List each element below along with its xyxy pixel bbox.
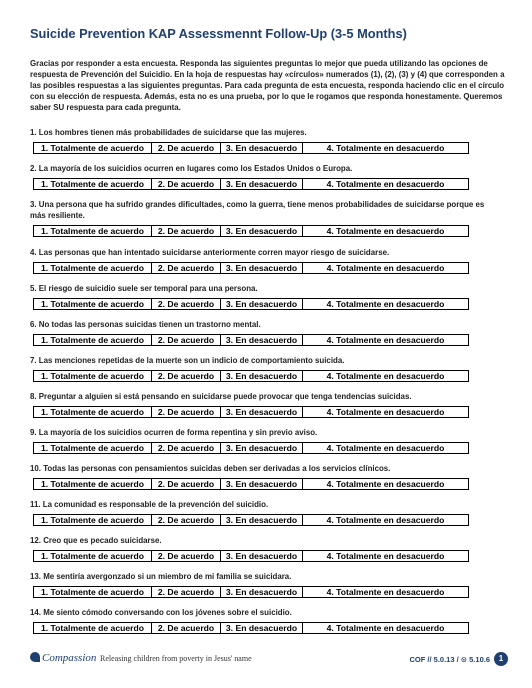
option-strongly-agree[interactable]: 1. Totalmente de acuerdo	[34, 335, 152, 345]
option-strongly-agree[interactable]: 1. Totalmente de acuerdo	[34, 407, 152, 417]
document-code: COF // 5.0.13 / ⊙ 5.10.6	[409, 655, 490, 664]
question-text: 8. Preguntar a alguien si está pensando en suicidarse puede provocar que tenga tendencias suicidas.	[30, 392, 412, 401]
question-11	[30, 497, 506, 533]
option-strongly-disagree[interactable]: 4. Totalmente en desacuerdo	[326, 299, 445, 309]
answer-options	[33, 586, 469, 598]
option-strongly-disagree[interactable]: 4. Totalmente en desacuerdo	[326, 143, 445, 153]
answer-options	[33, 514, 469, 526]
question-list	[30, 125, 506, 641]
option-strongly-disagree[interactable]: 4. Totalmente en desacuerdo	[326, 551, 445, 561]
option-agree[interactable]: 2. De acuerdo	[152, 623, 221, 633]
question-text: 5. El riesgo de suicidio suele ser temporal para una persona.	[30, 284, 258, 293]
question-text: 12. Creo que es pecado suicidarse.	[30, 536, 162, 545]
question-1	[30, 125, 506, 161]
option-strongly-disagree[interactable]: 4. Totalmente en desacuerdo	[326, 179, 445, 189]
option-strongly-agree[interactable]: 1. Totalmente de acuerdo	[34, 299, 152, 309]
option-strongly-agree[interactable]: 1. Totalmente de acuerdo	[34, 443, 152, 453]
option-agree[interactable]: 2. De acuerdo	[152, 371, 221, 381]
answer-options	[33, 550, 469, 562]
option-strongly-agree[interactable]: 1. Totalmente de acuerdo	[34, 515, 152, 525]
page-title: Suicide Prevention KAP Assessmennt Follow-Up (3-5 Months)	[30, 26, 407, 41]
option-strongly-agree[interactable]: 1. Totalmente de acuerdo	[34, 587, 152, 597]
option-strongly-agree[interactable]: 1. Totalmente de acuerdo	[34, 551, 152, 561]
question-text: 2. La mayoría de los suicidios ocurren en lugares como los Estados Unidos o Europa.	[30, 164, 353, 173]
question-8	[30, 389, 506, 425]
option-strongly-agree[interactable]: 1. Totalmente de acuerdo	[34, 623, 152, 633]
question-4	[30, 245, 506, 281]
option-agree[interactable]: 2. De acuerdo	[152, 587, 221, 597]
answer-options	[33, 370, 469, 382]
option-strongly-disagree[interactable]: 4. Totalmente en desacuerdo	[326, 623, 445, 633]
option-agree[interactable]: 2. De acuerdo	[152, 263, 221, 273]
option-strongly-disagree[interactable]: 4. Totalmente en desacuerdo	[326, 479, 445, 489]
option-agree[interactable]: 2. De acuerdo	[152, 551, 221, 561]
option-disagree[interactable]: 3. En desacuerdo	[221, 226, 303, 236]
question-2	[30, 161, 506, 197]
question-text: 13. Me sentiría avergonzado si un miembro de mi familia se suicidara.	[30, 572, 292, 581]
option-disagree[interactable]: 3. En desacuerdo	[221, 551, 303, 561]
answer-options	[33, 178, 469, 190]
option-disagree[interactable]: 3. En desacuerdo	[221, 299, 303, 309]
option-agree[interactable]: 2. De acuerdo	[152, 143, 221, 153]
answer-options	[33, 142, 469, 154]
option-agree[interactable]: 2. De acuerdo	[152, 226, 221, 236]
question-5	[30, 281, 506, 317]
question-text: 11. La comunidad es responsable de la prevención del suicidio.	[30, 500, 269, 509]
option-strongly-disagree[interactable]: 4. Totalmente en desacuerdo	[326, 371, 445, 381]
answer-options	[33, 334, 469, 346]
option-disagree[interactable]: 3. En desacuerdo	[221, 479, 303, 489]
question-text: 6. No todas las personas suicidas tienen un trastorno mental.	[30, 320, 261, 329]
question-6	[30, 317, 506, 353]
option-disagree[interactable]: 3. En desacuerdo	[221, 335, 303, 345]
question-text: 10. Todas las personas con pensamientos suicidas deben ser derivadas a los servicios clínicos.	[30, 464, 391, 473]
option-strongly-disagree[interactable]: 4. Totalmente en desacuerdo	[326, 515, 445, 525]
page-number-badge: 1	[494, 652, 508, 666]
question-text: 1. Los hombres tienen más probabilidades de suicidarse que las mujeres.	[30, 128, 307, 137]
option-disagree[interactable]: 3. En desacuerdo	[221, 515, 303, 525]
option-disagree[interactable]: 3. En desacuerdo	[221, 263, 303, 273]
option-strongly-disagree[interactable]: 4. Totalmente en desacuerdo	[326, 226, 445, 236]
instructions	[30, 58, 506, 113]
option-agree[interactable]: 2. De acuerdo	[152, 179, 221, 189]
option-strongly-disagree[interactable]: 4. Totalmente en desacuerdo	[326, 587, 445, 597]
option-agree[interactable]: 2. De acuerdo	[152, 515, 221, 525]
option-disagree[interactable]: 3. En desacuerdo	[221, 587, 303, 597]
question-14	[30, 605, 506, 641]
answer-options	[33, 622, 469, 634]
option-agree[interactable]: 2. De acuerdo	[152, 299, 221, 309]
option-agree[interactable]: 2. De acuerdo	[152, 479, 221, 489]
option-agree[interactable]: 2. De acuerdo	[152, 407, 221, 417]
option-disagree[interactable]: 3. En desacuerdo	[221, 143, 303, 153]
question-13	[30, 569, 506, 605]
option-strongly-agree[interactable]: 1. Totalmente de acuerdo	[34, 226, 152, 236]
instructions-text: Gracias por responder a esta encuesta. Responda las siguientes preguntas lo mejor que pueda utilizando las opciones de respuesta de Prevención del Suicidio. En la hoja de respuestas hay «círculos» numerados (1), (2), (3) y (4) que corresponden a las posibles respuestas a las siguientes preguntas. Para cada pregunta de esta encuesta, responda haciendo clic en el círculo con su elección de respuesta. Además, esta no es una prueba, por lo que le rogamos que responda honestamente. Queremos saber SU respuesta para cada pregunta.	[30, 59, 505, 112]
answer-options	[33, 262, 469, 274]
question-text: 3. Una persona que ha sufrido grandes dificultades, como la guerra, tiene menos probabilidades de suicidarse porque es más resiliente.	[30, 200, 485, 220]
question-9	[30, 425, 506, 461]
question-text: 14. Me siento cómodo conversando con los jóvenes sobre el suicidio.	[30, 608, 292, 617]
question-text: 9. La mayoría de los suicidios ocurren de forma repentina y sin previo aviso.	[30, 428, 318, 437]
answer-options	[33, 225, 469, 237]
option-agree[interactable]: 2. De acuerdo	[152, 335, 221, 345]
option-disagree[interactable]: 3. En desacuerdo	[221, 443, 303, 453]
option-strongly-agree[interactable]: 1. Totalmente de acuerdo	[34, 371, 152, 381]
option-disagree[interactable]: 3. En desacuerdo	[221, 371, 303, 381]
option-strongly-agree[interactable]: 1. Totalmente de acuerdo	[34, 143, 152, 153]
option-strongly-agree[interactable]: 1. Totalmente de acuerdo	[34, 179, 152, 189]
question-7	[30, 353, 506, 389]
option-agree[interactable]: 2. De acuerdo	[152, 443, 221, 453]
option-strongly-disagree[interactable]: 4. Totalmente en desacuerdo	[326, 443, 445, 453]
answer-options	[33, 406, 469, 418]
logo-mark-icon	[30, 652, 40, 662]
option-disagree[interactable]: 3. En desacuerdo	[221, 179, 303, 189]
option-strongly-disagree[interactable]: 4. Totalmente en desacuerdo	[326, 263, 445, 273]
question-10	[30, 461, 506, 497]
option-strongly-disagree[interactable]: 4. Totalmente en desacuerdo	[326, 407, 445, 417]
option-disagree[interactable]: 3. En desacuerdo	[221, 407, 303, 417]
question-text: 7. Las menciones repetidas de la muerte son un indicio de comportamiento suicida.	[30, 356, 345, 365]
question-12	[30, 533, 506, 569]
option-disagree[interactable]: 3. En desacuerdo	[221, 623, 303, 633]
option-strongly-agree[interactable]: 1. Totalmente de acuerdo	[34, 263, 152, 273]
compassion-logo: Compassion	[30, 652, 96, 664]
option-strongly-agree[interactable]: 1. Totalmente de acuerdo	[34, 479, 152, 489]
answer-options	[33, 478, 469, 490]
question-3	[30, 197, 506, 245]
answer-options	[33, 442, 469, 454]
page-footer	[30, 650, 508, 672]
answer-options	[33, 298, 469, 310]
option-strongly-disagree[interactable]: 4. Totalmente en desacuerdo	[326, 335, 445, 345]
question-text: 4. Las personas que han intentado suicidarse anteriormente corren mayor riesgo de suicidarse.	[30, 248, 390, 257]
footer-tagline: Releasing children from poverty in Jesus' name	[100, 654, 252, 663]
